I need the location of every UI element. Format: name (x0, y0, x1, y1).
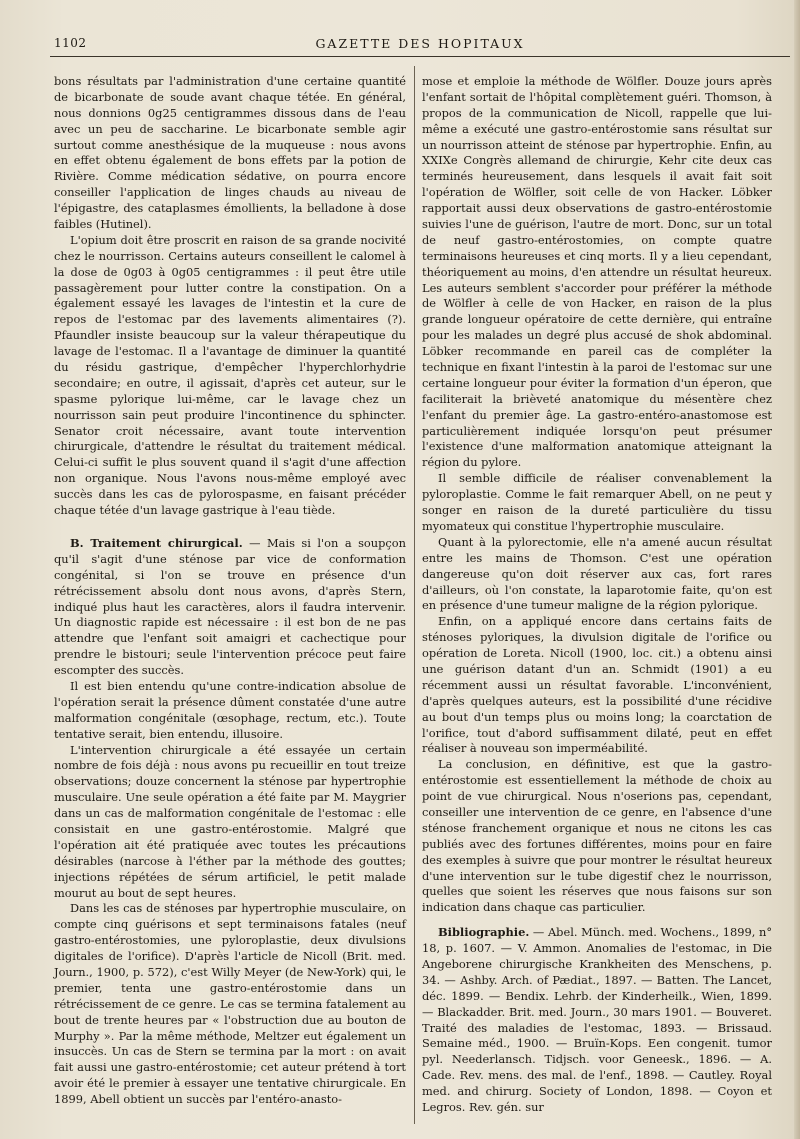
section-text: — Mais si l'on a soupçon qu'il s'agit d'une sténose par vice de conformation congénital, si l'on se trouve en présence d'un rétrécissement absolu dont nous avons, d'après Stern, indiqué plus haut les caractères, alors il faudra intervenir. Un diagnostic rapide est nécessaire : il est bon de ne pas attendre que l'enfant soit amaigri et cachectique pour prendre le bistouri; seule l'intervention précoce peut faire escompter des succès. (54, 535, 406, 678)
paragraph: La conclusion, en définitive, est que la gastro-entérostomie est essentiellement la méthode de choix au point de vue chirurgical. Nous n'oserions pas, cependant, conseiller une intervention de ce genre, en l'absence d'une sténose franchement organique et nous ne citons les cas publiés avec des fortunes différentes, moins pour en faire des exemples à suivre que pour montrer le résultat heureux d'une intervention sur le tube digestif chez le nourrisson, quelles que soient les réserves que nous faisons sur son indication dans chaque cas particulier. (422, 757, 772, 915)
paragraph: Il est bien entendu qu'une contre-indication absolue de l'opération serait la présence dûment constatée d'une autre malformation congénitale (œsophage, rectum, etc.). Toute tentative serait, bien entendu, illusoire. (54, 678, 406, 741)
section-paragraph-surgical (54, 536, 406, 679)
right-column (422, 74, 772, 1116)
journal-title: GAZETTE DES HOPITAUX (315, 36, 525, 51)
paragraph: L'intervention chirurgicale a été essayée un certain nombre de fois déjà : nous avons pu recueillir en tout treize observations; douze concernent la sténose par hypertrophie musculaire. Une seule opération a été faite par M. Maygrier dans un cas de malformation congénitale de l'estomac : elle consistait en une gastro-entérostomie. Malgré que l'opération ait été pratiquée avec toutes les précautions désirables (narcose à l'éther par la méthode des gouttes; injections répétées de sérum artificiel, le petit malade mourut au bout de sept heures. (54, 742, 406, 900)
paragraph: Il semble difficile de réaliser convenablement la pyloroplastie. Comme le fait remarquer Abell, on ne peut y songer en raison de la dureté particulière du tissu myomateux qui constitue l'hypertrophie musculaire. (422, 471, 772, 533)
paragraph: mose et emploie la méthode de Wölfler. Douze jours après l'enfant sortait de l'hôpital complètement guéri. Thomson, à propos de la communication de Nicoll, rappelle que lui-même a exécuté une gastro-entérostomie sans résultat sur un nourrisson atteint de sténose par hypertrophie. Enfin, au XXIXe Congrès allemand de chirurgie, Kehr cite deux cas terminés heureusement, dans lesquels il avait fait soit l'opération de Wölfler, soit celle de von Hacker. Löbker rapportait aussi deux observations de gastro-entérostomie suivies l'une de guérison, l'autre de mort. Donc, sur un total de neuf gastro-entérostomies, on compte quatre terminaisons heureuses et cinq morts. Il y a lieu cependant, théoriquement au moins, d'en attendre un résultat heureux. Les auteurs semblent s'accorder pour préférer la méthode de Wölfler à celle de von Hacker, en raison de la plus grande longueur opératoire de cette dernière, qui entraîne pour les malades un degré plus accusé de shok abdominal. Löbker recommande en pareil cas de compléter la technique en fixant l'intestin à la paroi de l'estomac sur une certaine longueur pour éviter la formation d'un éperon, que faciliterait la brièveté anatomique du mésentère chez l'enfant du premier âge. La gastro-entéro-anastomose est particulièrement indiquée lorsqu'on peut présumer l'existence d'une malformation anatomique atteignant la région du pylore. (422, 74, 772, 470)
page-number: 1102 (54, 36, 87, 50)
paragraph: Enfin, on a appliqué encore dans certains faits de sténoses pyloriques, la divulsion digitale de l'orifice ou opération de Loreta. Nicoll (1900, loc. cit.) a obtenu ainsi une guérison datant d'un an. Schmidt (1901) a eu récemment aussi un résultat favorable. L'inconvénient, d'après quelques auteurs, est la possibilité d'une récidive au bout d'un temps plus ou moins long; la coarctation de l'orifice, tout d'abord suffisamment dilaté, peut en effet réaliser à nouveau son imperméabilité. (422, 614, 772, 756)
bibliography-heading: Bibliographie. (438, 925, 530, 940)
column-divider (414, 66, 415, 1124)
paragraph: L'opium doit être proscrit en raison de sa grande nocivité chez le nourrisson. Certains auteurs conseillent le calomel à la dose de 0g03 à 0g05 centigrammes : il peut être utile passagèrement pour lutter contre la constipation. On a également essayé les lavages de l'intestin et la cure de repos de l'estomac par des lavements alimentaires (?). Pfaundler insiste beaucoup sur la valeur thérapeutique du lavage de l'estomac. Il a l'avantage de diminuer la quantité du résidu gastrique, d'empêcher l'hyperchlorhydrie secondaire; en outre, il agissait, d'après cet auteur, sur le spasme pylorique lui-même, car le lavage chez un nourrisson sain peut produire l'incontinence du sphincter. Senator croit nécessaire, avant toute intervention chirurgicale, d'attendre le résultat du traitement médical. Celui-ci suffit le plus souvent quand il s'agit d'une affection non organique. Nous l'avons nous-même employé avec succès dans les cas de pylorospasme, en faisant précéder chaque tétée d'un lavage gastrique à l'eau tiède. (54, 232, 406, 518)
paragraph: bons résultats par l'administration d'une certaine quantité de bicarbonate de soude avant chaque tétée. En général, nous donnions 0g25 centigrammes dissous dans de l'eau avec un peu de saccharine. Le bicarbonate semble agir surtout comme anesthésique de la muqueuse : nous avons en effet obtenu également de bons effets par la potion de Rivière. Comme médication sédative, on pourra encore conseiller l'application de linges chauds au niveau de l'épigastre, des cataplasmes émollients, la belladone à dose faibles (Hutinel). (54, 74, 406, 232)
page-edge-shadow (794, 0, 800, 1139)
paragraph: Dans les cas de sténoses par hypertrophie musculaire, on compte cinq guérisons et sept terminaisons fatales (neuf gastro-entérostomies, une pyloroplastie, deux divulsions digitales de l'orifice). D'après l'article de Nicoll (Brit. med. Journ., 1900, p. 572), c'est Willy Meyer (de New-York) qui, le premier, tenta une gastro-entérostomie dans un rétrécissement de ce genre. Le cas se termina fatalement au bout de trente heures par « l'obstruction due au bouton de Murphy ». Par la même méthode, Meltzer eut également un insuccès. Un cas de Stern se termina par la mort : on avait fait aussi une gastro-entérostomie; cet auteur prétend à tort avoir été le premier à essayer une tentative chirurgicale. En 1899, Abell obtient un succès par l'entéro-anasto- (54, 901, 406, 1107)
left-column (54, 74, 406, 1108)
section-heading: B. Traitement chirurgical. (70, 535, 243, 550)
bibliography-text: — Abel. Münch. med. Wochens., 1899, n° 18, p. 1607. — V. Ammon. Anomalies de l'estomac, in Die Angeborene chirurgische Krankheiten des Menschens, p. 34. — Ashby. Arch. of Pædiat., 1897. — Batten. The Lancet, déc. 1899. — Bendix. Lehrb. der Kinderheilk., Wien, 1899. — Blackadder. Brit. med. Journ., 30 mars 1901. — Bouveret. Traité des maladies de l'estomac, 1893. — Brissaud. Semaine méd., 1900. — Bruïn-Kops. Een congenit. tumor pyl. Neederlansch. Tidjsch. voor Geneesk., 1896. — A. Cade. Rev. mens. des mal. de l'enf., 1898. — Cautley. Royal med. and chirurg. Society of London, 1898. — Coyon et Legros. Rev. gén. sur (422, 925, 773, 1114)
page-header (50, 34, 790, 57)
bibliography-paragraph (422, 925, 772, 1116)
paragraph: Quant à la pylorectomie, elle n'a amené aucun résultat entre les mains de Thomson. C'est une opération dangereuse qu'on doit réserver aux cas, fort rares d'ailleurs, où l'on constate, la laparotomie faite, qu'on est en présence d'une tumeur maligne de la région pylorique. (422, 534, 772, 613)
